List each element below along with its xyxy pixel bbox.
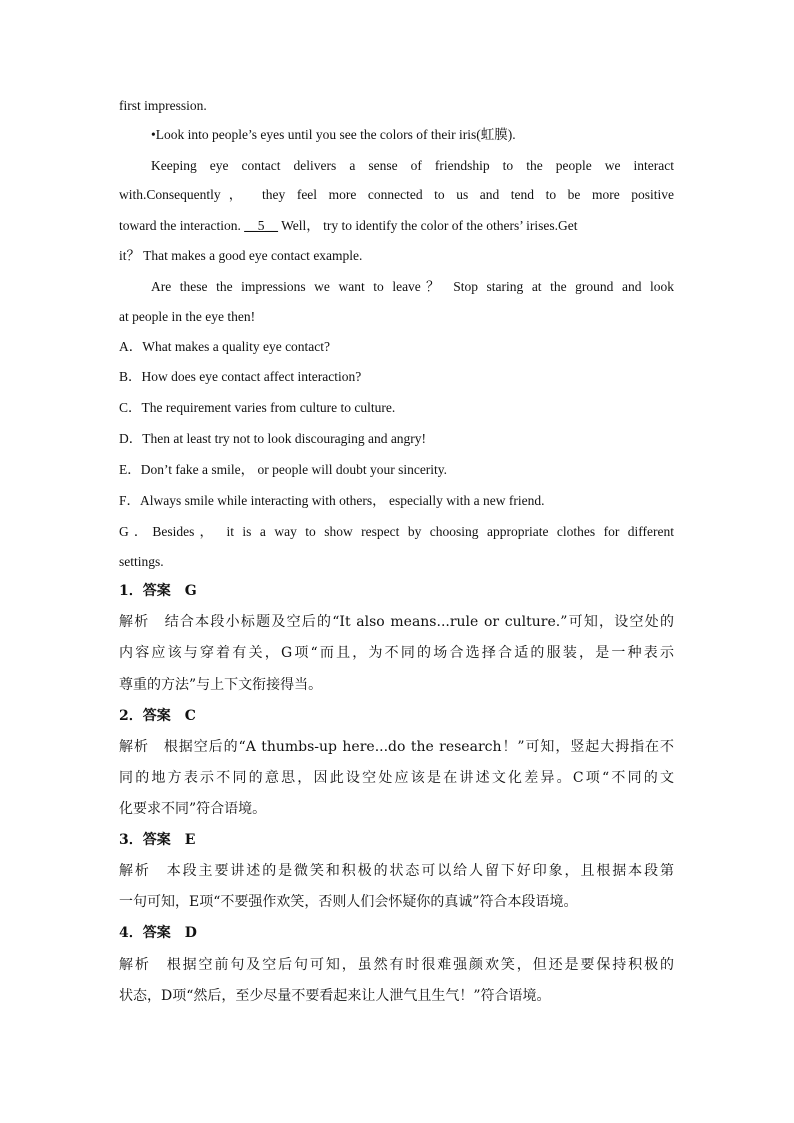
answer-1: 1．答案 G xyxy=(119,583,197,599)
option-d: D．Then at least try not to look discouraging and angry! xyxy=(119,431,427,446)
option-g: G．Besides， it is a way to show respect by choosing appropriate clothes for different xyxy=(119,524,674,539)
explanation-line: 状态，D项“然后，至少尽量不要看起来让人泄气且生气！”符合语境。 xyxy=(119,988,551,1004)
passage-line: at people in the eye then! xyxy=(119,309,256,324)
explanation-line: 内容应该与穿着有关，G项“而且，为不同的场合选择合适的服装，是一种表示 xyxy=(119,645,674,661)
explanation-line: 解析 结合本段小标题及空后的“It also means...rule or culture.”可知，设空处的 xyxy=(119,614,674,630)
answer-2: 2．答案 C xyxy=(119,708,196,724)
passage-line: Are these the impressions we want to leave？ Stop staring at the ground and look xyxy=(151,279,674,294)
explanation-line: 尊重的方法”与上下文衔接得当。 xyxy=(119,677,323,693)
passage-text: toward the interaction. xyxy=(119,218,241,233)
explanation-line: 化要求不同”符合语境。 xyxy=(119,801,267,817)
answer-3: 3．答案 E xyxy=(119,832,196,848)
option-e: E．Don’t fake a smile， or people will doubt your sincerity. xyxy=(119,462,448,477)
option-c: C．The requirement varies from culture to culture. xyxy=(119,400,396,415)
option-g-cont: settings. xyxy=(119,554,164,569)
passage-line: Keeping eye contact delivers a sense of friendship to the people we interact xyxy=(151,158,674,173)
option-b: B．How does eye contact affect interaction? xyxy=(119,369,362,384)
option-f: F．Always smile while interacting with others， especially with a new friend. xyxy=(119,493,545,508)
explanation-line: 一句可知，E项“不要强作欢笑，否则人们会怀疑你的真诚”符合本段语境。 xyxy=(119,894,578,910)
passage-bullet: •Look into people’s eyes until you see the colors of their iris(虹膜). xyxy=(151,127,516,142)
passage-text: Well， try to identify the color of the others’ irises.Get xyxy=(281,218,578,233)
option-a: A．What makes a quality eye contact? xyxy=(119,339,331,354)
explanation-line: 解析 根据空前句及空后句可知，虽然有时很难强颜欢笑，但还是要保持积极的 xyxy=(119,957,674,973)
passage-line: it？ That makes a good eye contact example. xyxy=(119,248,363,263)
explanation-line: 同的地方表示不同的意思，因此设空处应该是在讲述文化差异。C项“不同的文 xyxy=(119,770,674,786)
passage-line-with-blank xyxy=(119,216,674,236)
answer-4: 4．答案 D xyxy=(119,925,197,941)
blank-5: __5__ xyxy=(244,218,278,233)
explanation-line: 解析 本段主要讲述的是微笑和积极的状态可以给人留下好印象，且根据本段第 xyxy=(119,863,674,879)
passage-line: first impression. xyxy=(119,98,207,113)
explanation-line: 解析 根据空后的“A thumbs-up here...do the research！”可知，竖起大拇指在不 xyxy=(119,739,674,755)
passage-line: with.Consequently， they feel more connected to us and tend to be more positive xyxy=(119,187,674,202)
